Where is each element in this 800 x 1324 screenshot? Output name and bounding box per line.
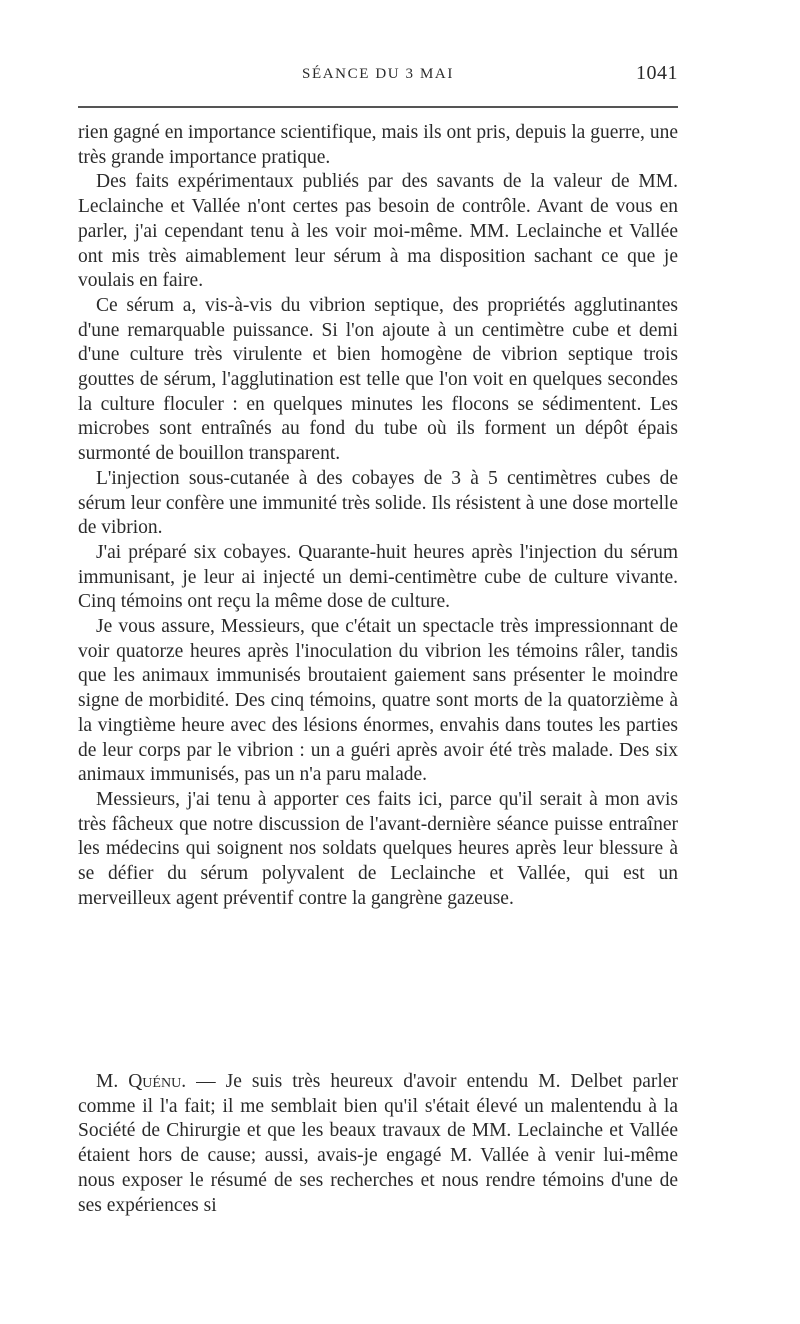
- body-text: [78, 121, 678, 912]
- running-head: SÉANCE DU 3 MAI: [302, 66, 454, 82]
- page-header: [78, 62, 678, 92]
- header-rule: [78, 106, 678, 108]
- paragraph-control: Des faits expérimentaux publiés par des savants de la valeur de MM. Leclainche et Vallée n'ont certes pas besoin de contrôle. Avant de vous en parler, j'ai cependant tenu à les voir moi-même. MM. Leclainche et Vallée ont mis très aimablement leur sérum à ma disposition sachant ce que je voulais en faire.: [78, 171, 678, 292]
- paragraph-conclusion: Messieurs, j'ai tenu à apporter ces faits ici, parce qu'il serait à mon avis très fâcheux que notre discussion de l'avant-dernière séance puisse entraîner les médecins qui soignent nos soldats quelques heures après leur blessure à se défier du sérum polyvalent de Leclainche et Vallée, qui est un merveilleux agent préventif contre la gangrène gazeuse.: [78, 788, 678, 909]
- speaker-name: M. Quénu.: [96, 1071, 187, 1092]
- paragraph-experiment: J'ai préparé six cobayes. Quarante-huit heures après l'injection du sérum immunisant, je leur ai injecté un demi-centimètre cube de culture vivante. Cinq témoins ont reçu la même dose de culture.: [78, 541, 678, 613]
- paragraph-immunity: L'injection sous-cutanée à des cobayes de 3 à 5 centimètres cubes de sérum leur confère une immunité très solide. Ils résistent à une dose mortelle de vibrion.: [78, 467, 678, 539]
- quenu-section: [78, 1070, 678, 1218]
- quenu-text: — Je suis très heureux d'avoir entendu M. Delbet parler comme il l'a fait; il me semblait bien qu'il s'était élevé un malentendu à la Société de Chirurgie et que les beaux travaux de MM. Leclainche et Vallée étaient hors de cause; aussi, avais-je engagé M. Vallée à venir lui-même nous exposer le résumé de ses recherches et nous rendre témoins d'une de ses expériences si: [78, 1071, 678, 1216]
- page-number: 1041: [636, 62, 678, 84]
- paragraph-continuation: rien gagné en importance scientifique, mais ils ont pris, depuis la guerre, une très grande importance pratique.: [78, 122, 678, 168]
- paragraph-results: Je vous assure, Messieurs, que c'était un spectacle très impressionnant de voir quatorze heures après l'inoculation du vibrion les témoins râler, tandis que les animaux immunisés broutaient gaiement sans présenter le moindre signe de morbidité. Des cinq témoins, quatre sont morts de la quatorzième à la vingtième heure avec des lésions énormes, envahis dans toutes les parties de leur corps par le vibrion : un a guéri après avoir été très malade. Des six animaux immunisés, pas un n'a paru malade.: [78, 616, 678, 786]
- paragraph-quenu: [78, 1070, 678, 1218]
- paragraph-agglutination: Ce sérum a, vis-à-vis du vibrion septique, des propriétés agglutinantes d'une remarquable puissance. Si l'on ajoute à un centimètre cube et demi d'une culture très virulente et bien homogène de vibrion septique trois gouttes de sérum, l'agglutination est telle que l'on voit en quelques secondes la culture floculer : en quelques minutes les flocons se sédimentent. Les microbes sont entraînés au fond du tube où ils forment un dépôt épais surmonté de bouillon transparent.: [78, 294, 678, 465]
